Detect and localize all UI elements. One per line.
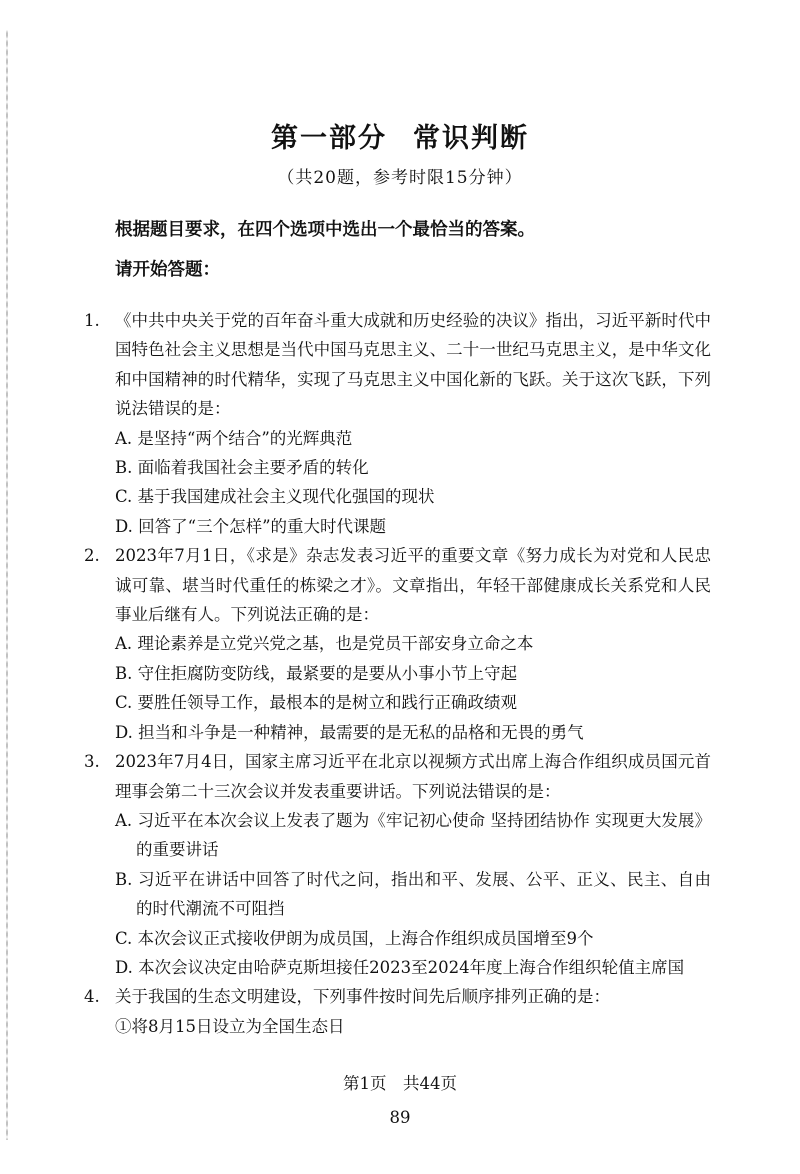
section-part-label: 第一部分 — [271, 123, 387, 154]
option-b: B. 习近平在讲话中回答了时代之问，指出和平、发展、公平、正义、民主、自由的时代潮流不可阻挡 — [115, 869, 711, 919]
question-number: 1. — [84, 311, 100, 330]
question-number: 3. — [84, 752, 100, 772]
option-c: C. 本次会议正式接收伊朗为成员国，上海合作组织成员国增至9个 — [115, 928, 594, 948]
statement-1: ①将8月15日设立为全国生态日 — [115, 1016, 345, 1036]
option-b: B. 守住拒腐防变防线，最紧要的是要从小事小节上守起 — [115, 663, 518, 683]
start-prompt: 请开始答题： — [115, 260, 220, 280]
question-stem: 关于我国的生态文明建设，下列事件按时间先后顺序排列正确的是： — [115, 987, 610, 1007]
question-2 — [0, 541, 800, 747]
section-title — [0, 116, 800, 155]
question-number: 2. — [84, 546, 100, 566]
option-a: A. 理论素养是立党兴党之基，也是党员干部安身立命之本 — [115, 634, 534, 654]
question-3 — [0, 747, 800, 982]
option-d: D. 本次会议决定由哈萨克斯坦接任2023至2024年度上海合作组织轮值主席国 — [115, 957, 685, 977]
page-info: 第1页 共44页 — [343, 1074, 457, 1093]
question-stem: 《中共中央关于党的百年奋斗重大成就和历史经验的决议》指出，习近平新时代中国特色社会主义思想是当代中国马克思主义、二十一世纪马克思主义，是中华文化和中国精神的时代精华，实现了马克思主义中国化新的飞跃。关于这次飞跃，下列说法错误的是： — [115, 311, 711, 419]
question-list — [0, 306, 800, 1041]
question-number: 4. — [84, 987, 100, 1007]
option-d: D. 担当和斗争是一种精神，最需要的是无私的品格和无畏的勇气 — [115, 722, 584, 742]
option-c: C. 要胜任领导工作，最根本的是树立和践行正确政绩观 — [115, 693, 518, 713]
option-a: A. 习近平在本次会议上发表了题为《牢记初心使命 坚持团结协作 实现更大发展》的重要讲话 — [115, 810, 711, 860]
option-d: D. 回答了“三个怎样”的重大时代课题 — [115, 516, 387, 536]
question-stem: 2023年7月4日，国家主席习近平在北京以视频方式出席上海合作组织成员国元首理事会第二十三次会议并发表重要讲话。下列说法错误的是： — [115, 752, 711, 801]
section-name-label: 常识判断 — [413, 123, 529, 154]
instruction-text: 根据题目要求，在四个选项中选出一个最恰当的答案。 — [115, 220, 535, 240]
question-4 — [0, 982, 800, 1041]
option-b: B. 面临着我国社会主要矛盾的转化 — [115, 458, 369, 478]
option-c: C. 基于我国建成社会主义现代化强国的现状 — [115, 487, 435, 507]
option-a: A. 是坚持“两个结合”的光辉典范 — [115, 428, 353, 448]
section-subtitle: （共20题，参考时限15分钟） — [277, 168, 523, 188]
question-1 — [0, 306, 800, 541]
page-number: 89 — [389, 1108, 411, 1127]
question-stem: 2023年7月1日，《求是》杂志发表习近平的重要文章《努力成长为对党和人民忠诚可靠、堪当时代重任的栋梁之才》。文章指出，年轻干部健康成长关系党和人民事业后继有人。下列说法正确的是： — [115, 546, 711, 625]
